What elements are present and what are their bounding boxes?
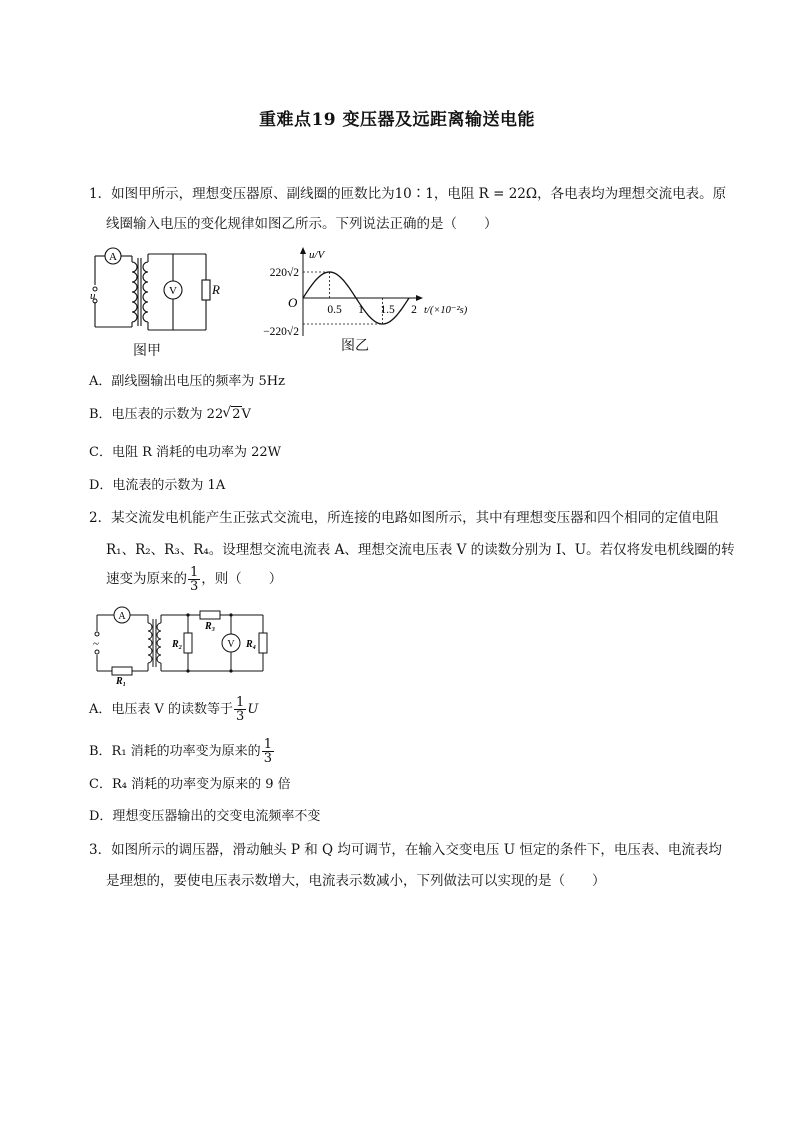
- q2-option-c: C．R₄ 消耗的功率变为原来的 9 倍: [89, 777, 291, 792]
- q3-stem-line1: 3．如图所示的调压器，滑动触头 P 和 Q 均可调节，在输入交变电压 U 恒定的条件下，电压表、电流表均: [89, 842, 722, 858]
- x-axis-label: t/(×10⁻²s): [424, 305, 468, 316]
- r1-label: R₁: [116, 676, 127, 687]
- sqrt-symbol: √ 2: [223, 406, 241, 424]
- r3-label: R₃: [205, 621, 216, 632]
- x-tick-label: 0.5: [327, 304, 342, 316]
- x-tick-label: 1: [358, 304, 364, 316]
- y-axis-label: u/V: [309, 249, 325, 261]
- resistor-label: R: [212, 282, 220, 297]
- q1-stem-line1: 1．如图甲所示，理想变压器原、副线圈的匝数比为10∶1，电阻 R = 22Ω，各电表均为理想交流电表。原: [89, 186, 727, 202]
- fraction-one-third: $\frac{1}{3}$: [190, 565, 199, 594]
- y-tick-max: 220√2: [269, 267, 299, 279]
- voltmeter-label: V: [169, 285, 177, 297]
- y-tick-min: −220√2: [263, 326, 299, 338]
- q1-option-a: A．副线圈输出电压的频率为 5Hz: [89, 374, 285, 389]
- figure-b-caption: 图乙: [341, 338, 369, 354]
- page-title: 重难点19 变压器及远距离输送电能: [258, 110, 536, 130]
- q1-option-b: B．电压表的示数为 22√ 2V: [89, 406, 251, 424]
- q1-option-d: D．电流表的示数为 1A: [89, 478, 226, 493]
- q2-stem-line1: 2．某交流发电机能产生正弦式交流电，所连接的电路如图所示，其中有理想变压器和四个相同的定值电阻: [89, 510, 719, 526]
- q2-circuit-diagram: [88, 603, 278, 685]
- q2-option-b: B．R₁ 消耗的功率变为原来的 $\frac{1}{3}$: [89, 737, 272, 766]
- origin-label: O: [288, 295, 298, 310]
- q3-stem-line2: 是理想的，要使电压表示数增大，电流表示数减小，下列做法可以实现的是（ ）: [106, 873, 606, 889]
- x-tick-label: 2: [411, 304, 417, 316]
- fraction-one-third: $\frac{1}{3}$: [236, 695, 245, 724]
- q2-option-d: D．理想变压器输出的交变电流频率不变: [89, 809, 321, 824]
- ammeter-label: A: [118, 611, 126, 622]
- ac-source-symbol: ~: [93, 638, 99, 650]
- voltmeter-label: V: [227, 639, 235, 650]
- r2-label: R₂: [172, 639, 183, 650]
- r4-label: R₄: [246, 639, 257, 650]
- q2-option-a: A．电压表 V 的读数等于 $\frac{1}{3}$ U: [89, 695, 259, 724]
- q1-stem-line2: 线圈输入电压的变化规律如图乙所示。下列说法正确的是（ ）: [106, 216, 498, 232]
- voltage-waveform-chart: [252, 244, 482, 342]
- q1-option-b-text: B．电压表的示数为 22: [89, 407, 224, 422]
- ammeter-label: A: [109, 251, 117, 263]
- figure-a-caption: 图甲: [133, 343, 161, 359]
- fraction-one-third: $\frac{1}{3}$: [263, 737, 272, 766]
- q1-circuit-diagram: [88, 240, 218, 340]
- q1-option-c: C．电阻 R 消耗的电功率为 22W: [89, 445, 282, 460]
- q2-stem-line2: R₁、R₂、R₃、R₄。设理想交流电流表 A、理想交流电压表 V 的读数分别为 I、U。若仅将发电机线圈的转: [106, 542, 735, 558]
- input-voltage-label: u: [90, 290, 96, 302]
- q2-stem-line3: 速变为原来的 $\frac{1}{3}$ ，则（ ）: [106, 565, 283, 594]
- x-tick-label: 1.5: [380, 304, 395, 316]
